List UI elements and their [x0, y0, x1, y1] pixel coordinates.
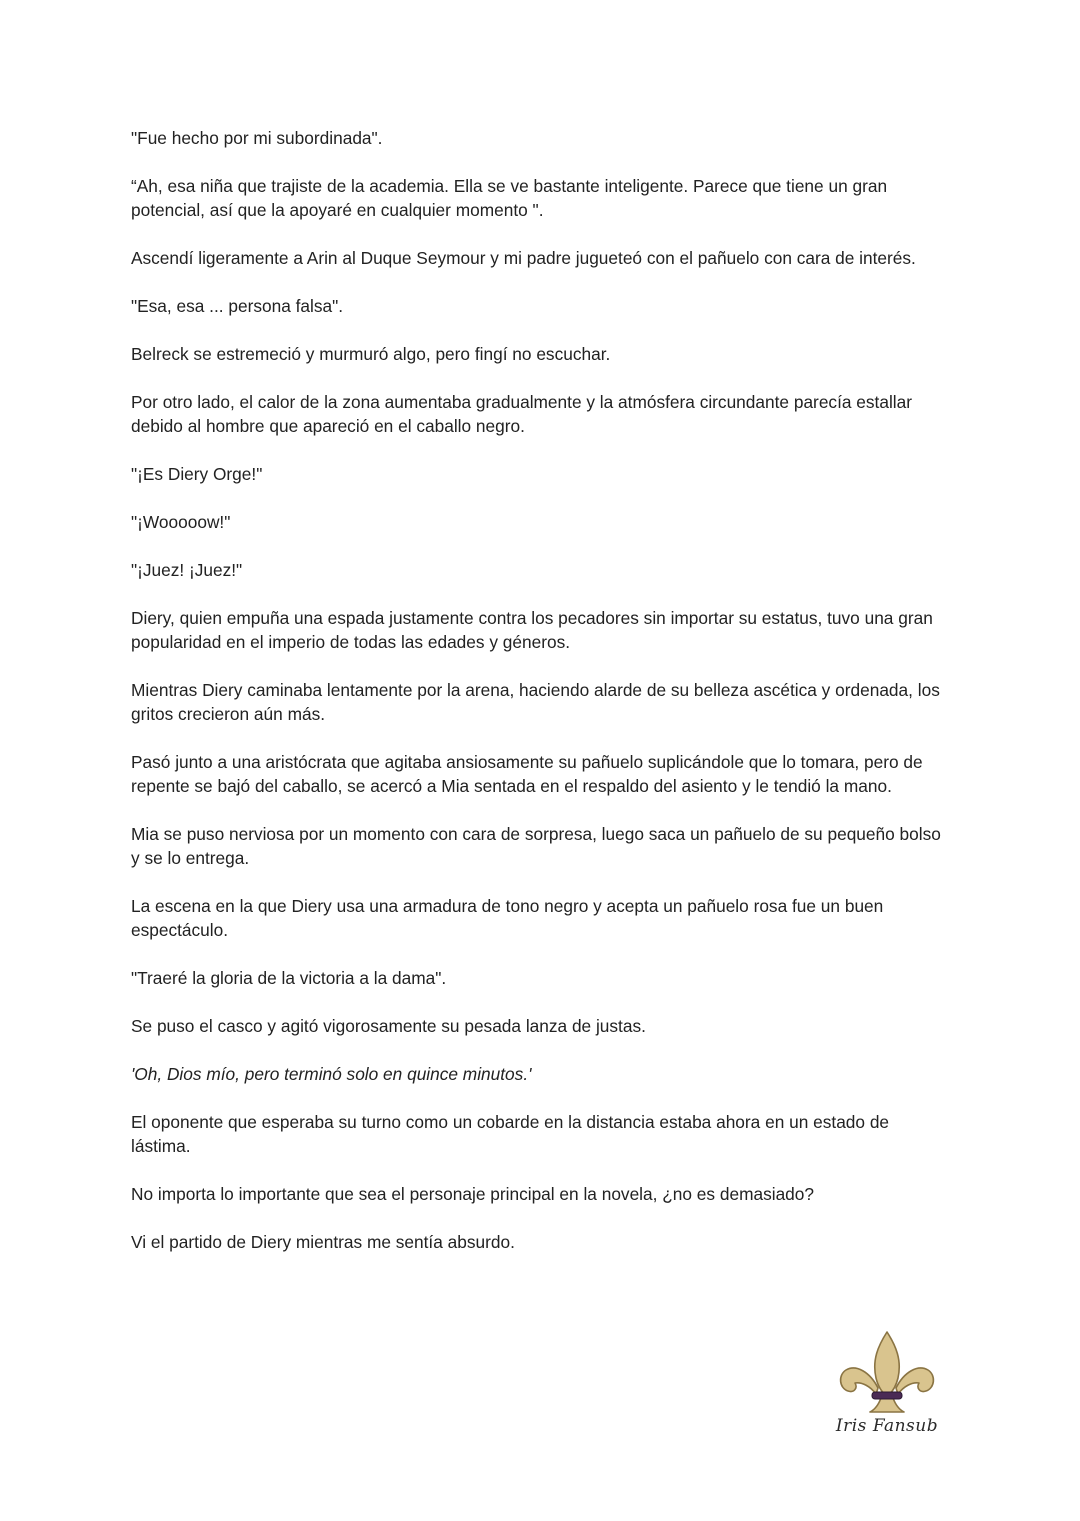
paragraph-17-thought: 'Oh, Dios mío, pero terminó solo en quince minutos.' — [131, 1064, 532, 1084]
paragraph-11: Mientras Diery caminaba lentamente por la arena, haciendo alarde de su belleza ascética y ordenada, los gritos crecieron aún más. — [131, 680, 940, 724]
paragraph-6: Por otro lado, el calor de la zona aumentaba gradualmente y la atmósfera circundante parecía estallar debido al hombre que apareció en el caballo negro. — [131, 392, 912, 436]
fleur-de-lis-icon — [832, 1328, 942, 1416]
paragraph-1: "Fue hecho por mi subordinada". — [131, 128, 383, 148]
band — [872, 1392, 902, 1399]
document-body — [131, 126, 946, 1278]
paragraph-20: Vi el partido de Diery mientras me sentía absurdo. — [131, 1232, 515, 1252]
paragraph-19: No importa lo importante que sea el personaje principal en la novela, ¿no es demasiado? — [131, 1184, 815, 1204]
iris-fansub-logo — [832, 1328, 942, 1443]
logo-signature: Iris Fansub — [835, 1416, 939, 1436]
right-petal — [896, 1368, 933, 1394]
paragraph-2: “Ah, esa niña que trajiste de la academia. Ella se ve bastante inteligente. Parece que tiene un gran potencial, así que la apoyaré en cualquier momento ". — [131, 176, 888, 220]
paragraph-10: Diery, quien empuña una espada justamente contra los pecadores sin importar su estatus, tuvo una gran popularidad en el imperio de todas las edades y géneros. — [131, 608, 933, 652]
paragraph-4: "Esa, esa ... persona falsa". — [131, 296, 344, 316]
left-petal — [841, 1368, 878, 1394]
paragraph-9: "¡Juez! ¡Juez!" — [131, 560, 243, 580]
paragraph-8: "¡Wooooow!" — [131, 512, 231, 532]
paragraph-5: Belreck se estremeció y murmuró algo, pero fingí no escuchar. — [131, 344, 611, 364]
paragraph-12: Pasó junto a una aristócrata que agitaba ansiosamente su pañuelo suplicándole que lo tomara, pero de repente se bajó del caballo, se acercó a Mia sentada en el respaldo del asiento y le tendió la mano. — [131, 752, 923, 796]
paragraph-15: "Traeré la gloria de la victoria a la dama". — [131, 968, 447, 988]
paragraph-14: La escena en la que Diery usa una armadura de tono negro y acepta un pañuelo rosa fue un buen espectáculo. — [131, 896, 884, 940]
paragraph-3: Ascendí ligeramente a Arin al Duque Seymour y mi padre jugueteó con el pañuelo con cara de interés. — [131, 248, 916, 268]
paragraph-16: Se puso el casco y agitó vigorosamente su pesada lanza de justas. — [131, 1016, 646, 1036]
paragraph-18: El oponente que esperaba su turno como un cobarde en la distancia estaba ahora en un estado de lástima. — [131, 1112, 890, 1156]
stem — [870, 1398, 904, 1412]
paragraph-13: Mia se puso nerviosa por un momento con cara de sorpresa, luego saca un pañuelo de su pequeño bolso y se lo entrega. — [131, 824, 941, 868]
center-petal — [875, 1332, 900, 1396]
paragraph-7: "¡Es Diery Orge!" — [131, 464, 263, 484]
